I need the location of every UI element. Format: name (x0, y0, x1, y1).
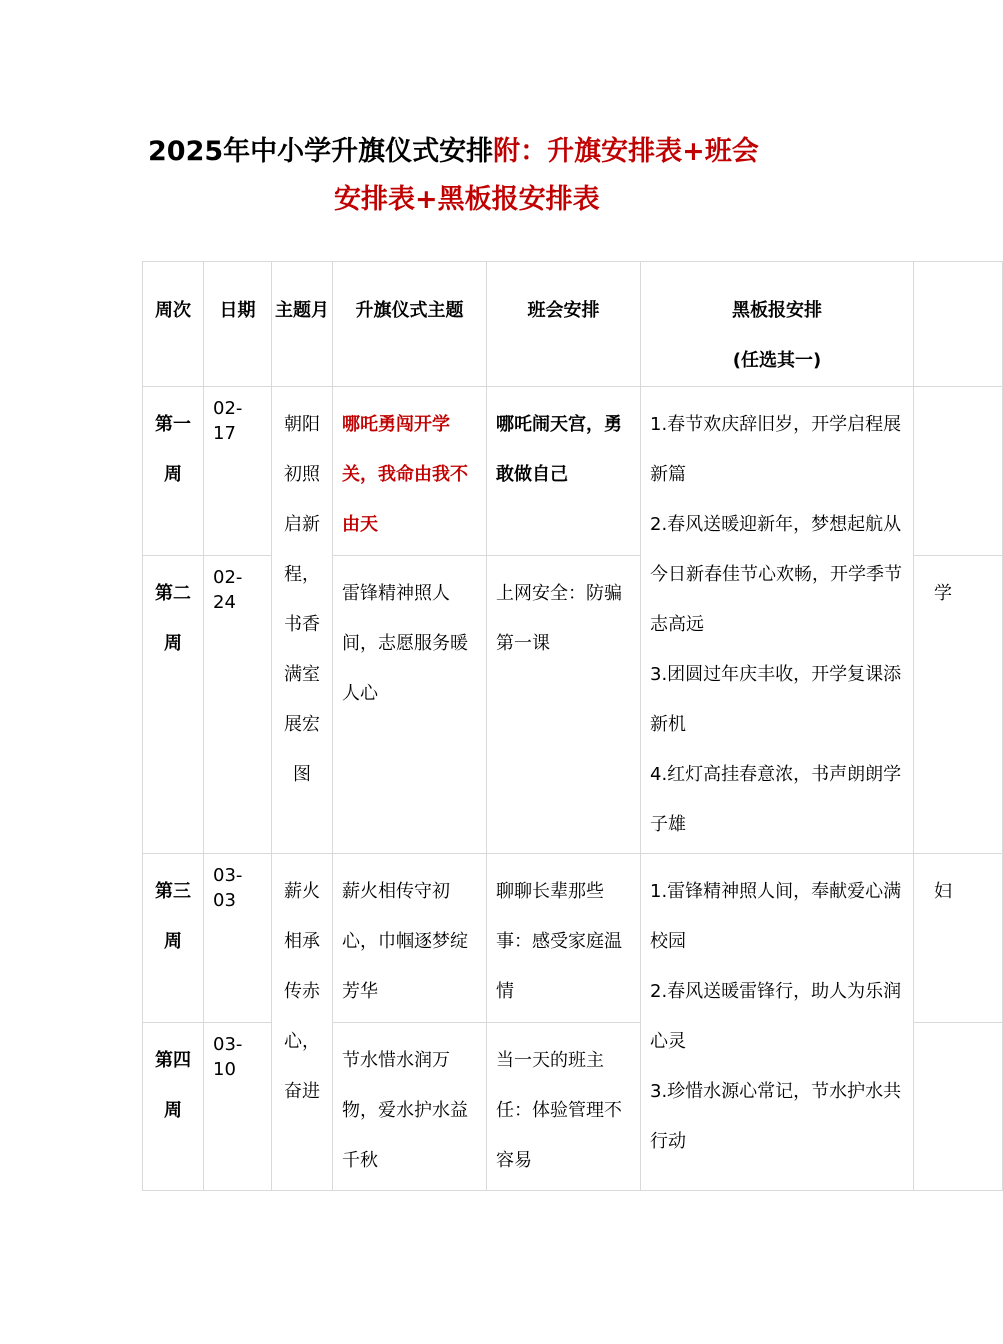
flag-theme-cell: 雷锋精神照人间，志愿服务暖人心 (333, 556, 487, 854)
schedule-table-container (142, 261, 950, 1201)
blackboard-item: 2.春风送暖迎新年，梦想起航从今日新春佳节心欢畅，开学季节志高远 (650, 514, 902, 635)
extra-cell (914, 1023, 1003, 1191)
extra-cell: 学 (914, 556, 1003, 854)
header-class-meeting: 班会安排 (487, 262, 641, 387)
blackboard-item: 2.春风送暖雷锋行，助人为乐润心灵 (650, 981, 902, 1052)
schedule-table (142, 261, 1003, 1191)
class-meeting-cell: 上网安全：防骗第一课 (487, 556, 641, 854)
extra-cell: 妇 (914, 854, 1003, 1023)
flag-theme-cell: 薪火相传守初心，巾帼逐梦绽芳华 (333, 854, 487, 1023)
class-meeting-cell: 聊聊长辈那些事：感受家庭温情 (487, 854, 641, 1023)
header-extra (914, 262, 1003, 387)
theme-month-cell: 朝阳初照启新程，书香满室展宏图 (272, 387, 333, 854)
header-flag-theme: 升旗仪式主题 (333, 262, 487, 387)
title-main: 2025年中小学升旗仪式安排 (148, 136, 494, 167)
title-appendix-line2: 安排表+黑板报安排表 (334, 184, 600, 215)
class-meeting-cell: 当一天的班主任：体验管理不容易 (487, 1023, 641, 1191)
title-appendix: 附：升旗安排表+班会 (493, 136, 759, 167)
blackboard-item: 4.红灯高挂春意浓，书声朗朗学子雄 (650, 764, 902, 835)
blackboard-item: 1.春节欢庆辞旧岁，开学启程展新篇 (650, 414, 902, 485)
class-meeting-cell: 哪吒闹天宫，勇敢做自己 (487, 387, 641, 556)
header-week: 周次 (143, 262, 204, 387)
blackboard-item: 3.团圆过年庆丰收，开学复课添新机 (650, 664, 902, 735)
blackboard-item: 1.雷锋精神照人间，奉献爱心满校园 (650, 881, 902, 952)
date-cell: 03-10 (204, 1023, 272, 1191)
week-cell: 第四周 (143, 1023, 204, 1191)
blackboard-cell (641, 854, 914, 1191)
week-cell: 第三周 (143, 854, 204, 1023)
header-theme-month: 主题月 (272, 262, 333, 387)
table-row (143, 387, 1003, 556)
date-cell: 02-17 (204, 387, 272, 556)
header-date: 日期 (204, 262, 272, 387)
date-cell: 03-03 (204, 854, 272, 1023)
theme-month-cell: 薪火相承传赤心，奋进 (272, 854, 333, 1191)
table-row (143, 854, 1003, 1023)
week-cell: 第二周 (143, 556, 204, 854)
blackboard-cell (641, 387, 914, 854)
blackboard-item: 3.珍惜水源心常记，节水护水共行动 (650, 1081, 902, 1152)
header-blackboard: 黑板报安排 (任选其一) (641, 262, 914, 387)
flag-theme-cell: 哪吒勇闯开学关，我命由我不由天 (333, 387, 487, 556)
week-cell: 第一周 (143, 387, 204, 556)
extra-cell (914, 387, 1003, 556)
date-cell: 02-24 (204, 556, 272, 854)
flag-theme-cell: 节水惜水润万物，爱水护水益千秋 (333, 1023, 487, 1191)
document-title (148, 128, 828, 224)
table-header-row (143, 262, 1003, 387)
